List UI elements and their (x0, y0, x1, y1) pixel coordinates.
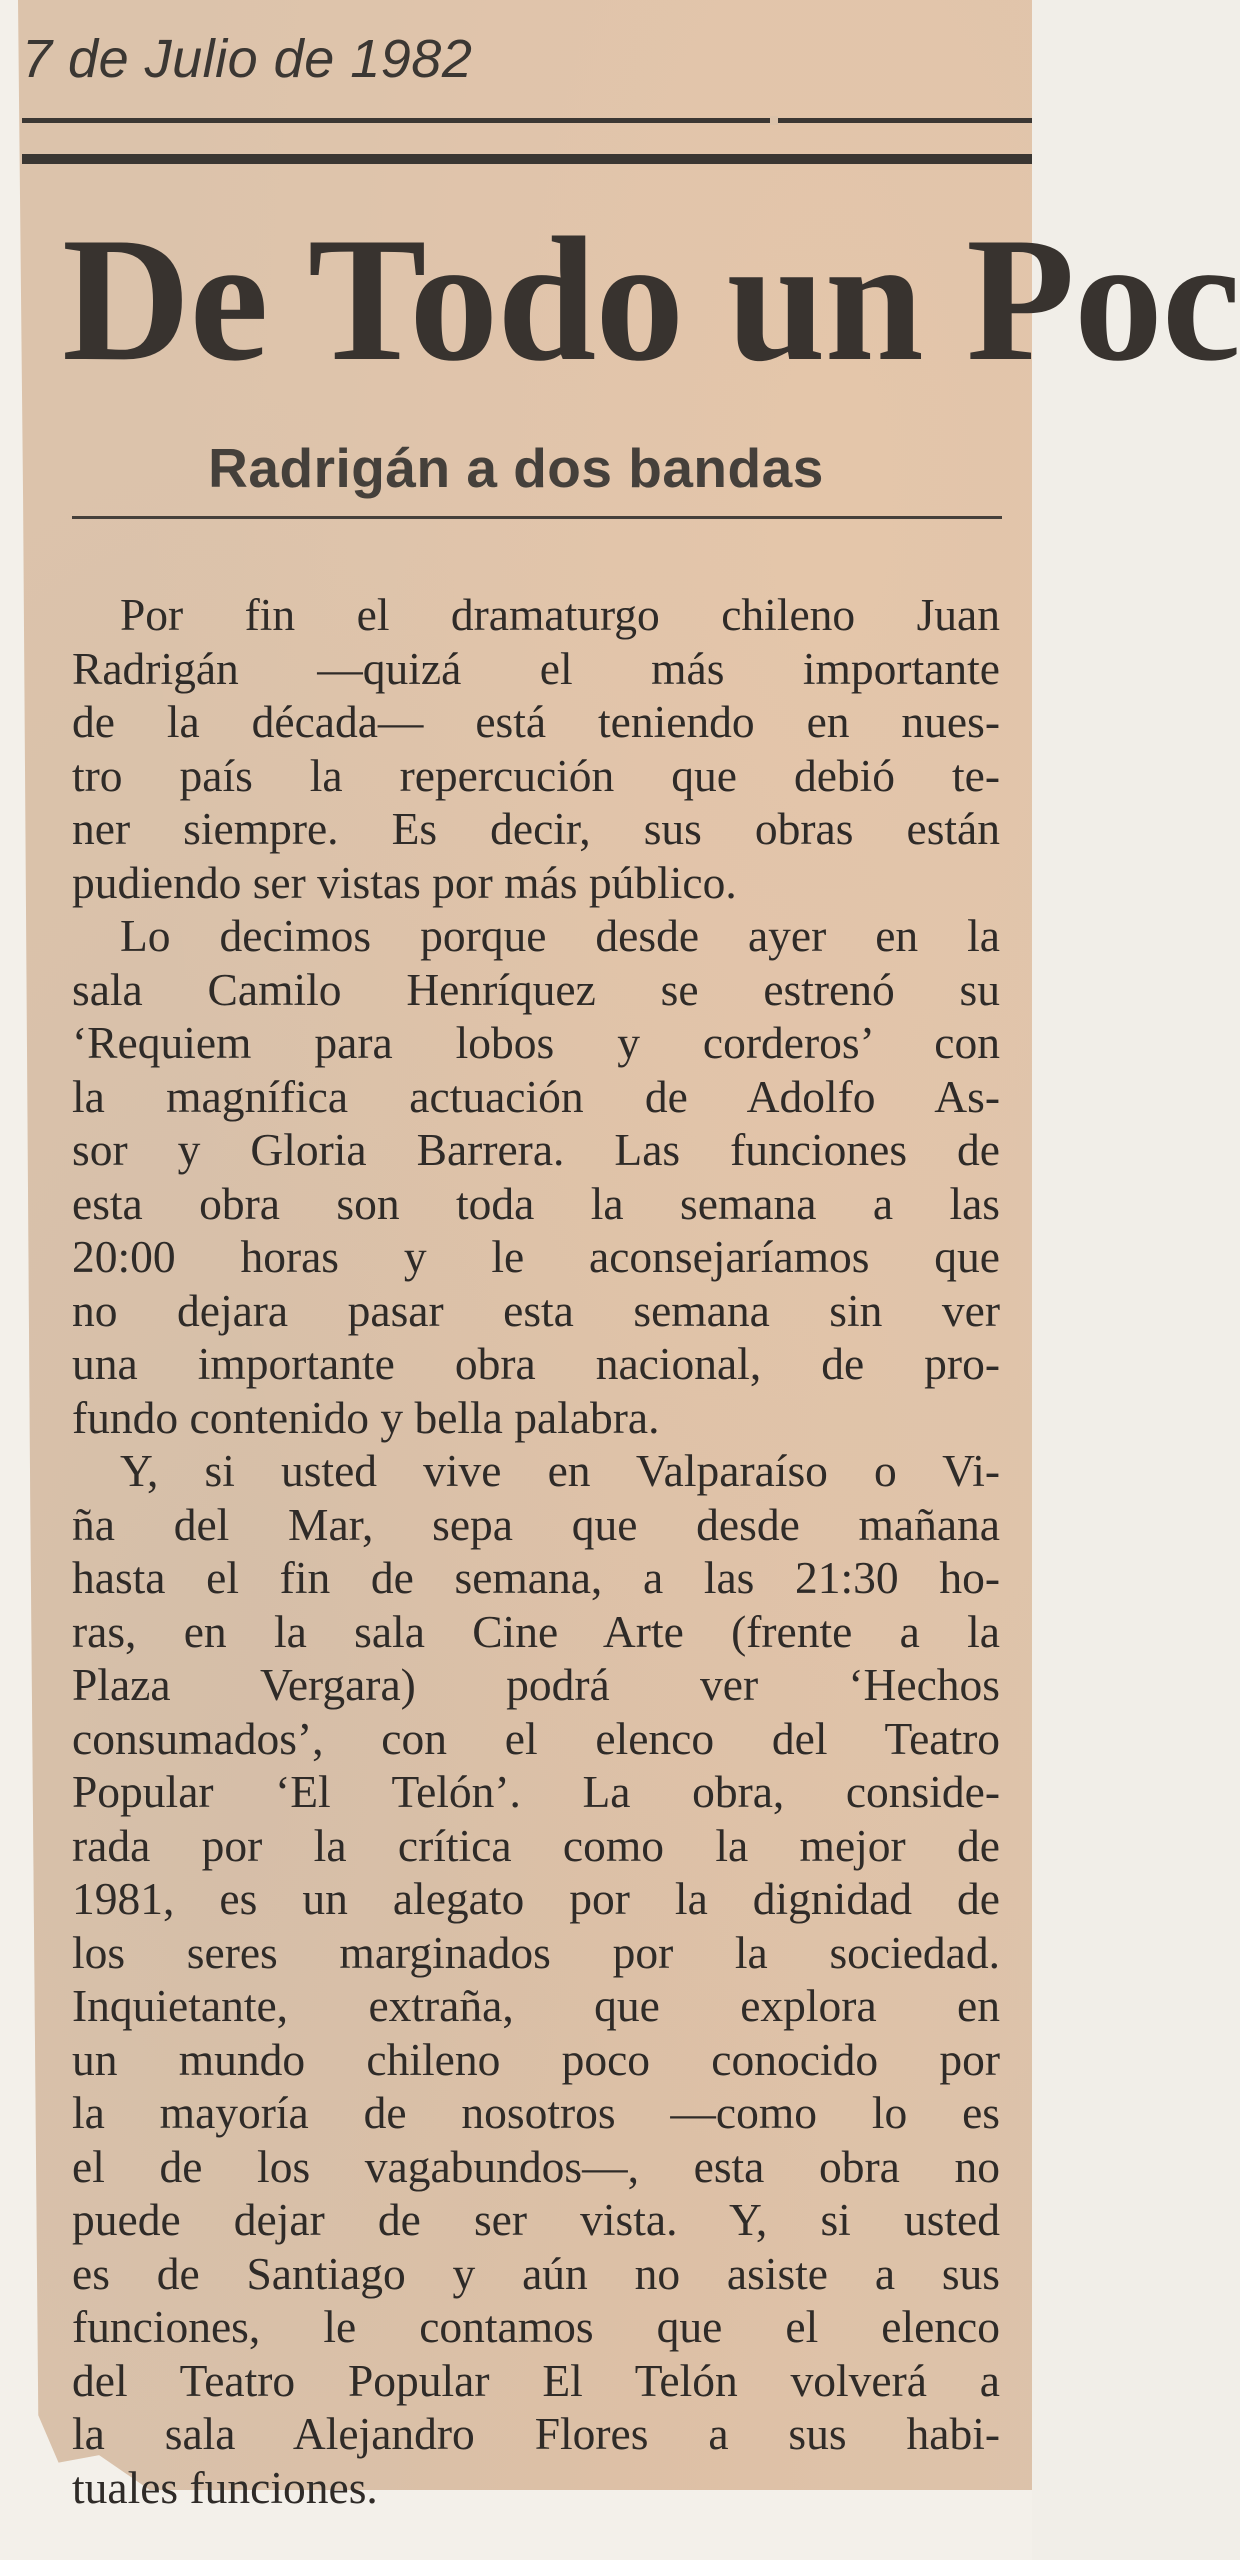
body-line: ras, en la sala Cine Arte (frente a la (72, 1605, 1000, 1657)
body-line: Y, si usted vive en Valparaíso o Vi- (120, 1445, 1000, 1496)
body-line: ‘Requiem para lobos y corderos’ con (72, 1017, 1000, 1068)
body-line: fundo contenido y bella palabra. (72, 1391, 660, 1443)
section-title: De Todo un Poc (62, 200, 1240, 398)
dateline: 7 de Julio de 1982 (22, 29, 473, 89)
body-line: la mayoría de nosotros —como lo es (72, 2087, 1000, 2138)
body-line: esta obra son toda la semana a las (72, 1177, 1000, 1229)
body-line: no dejara pasar esta semana sin ver (72, 1284, 1000, 1336)
rule-break (770, 116, 778, 125)
body-line: Popular ‘El Telón’. La obra, conside- (72, 1766, 1000, 1817)
body-line: Por fin el dramaturgo chileno Juan (120, 589, 1000, 640)
body-line: funciones, le contamos que el elenco (72, 2301, 1000, 2352)
body-line: Inquietante, extraña, que explora en (72, 1980, 1000, 2031)
body-line: sala Camilo Henríquez se estrenó su (72, 963, 1000, 1015)
body-line: sor y Gloria Barrera. Las funciones de (72, 1124, 1000, 1175)
body-line: pudiendo ser vistas por más público. (72, 856, 737, 908)
body-line: el de los vagabundos—, esta obra no (72, 2140, 1000, 2192)
section-rule (22, 154, 1032, 164)
body-line: la sala Alejandro Flores a sus habi- (72, 2408, 1000, 2459)
article-headline: Radrigán a dos bandas (208, 437, 824, 499)
body-line: 1981, es un alegato por la dignidad de (72, 1873, 1000, 1924)
body-line: tuales funciones. (72, 2461, 378, 2513)
body-line: un mundo chileno poco conocido por (72, 2033, 1000, 2085)
headline-rule (72, 516, 1002, 519)
body-line: tro país la repercución que debió te- (72, 749, 1000, 801)
body-line: de la década— está teniendo en nues- (72, 696, 1000, 747)
body-line: Plaza Vergara) podrá ver ‘Hechos (72, 1659, 1000, 1710)
body-line: una importante obra nacional, de pro- (72, 1338, 1000, 1389)
top-rule (22, 118, 1032, 123)
body-line: puede dejar de ser vista. Y, si usted (72, 2194, 1000, 2245)
body-line: ner siempre. Es decir, sus obras están (72, 803, 1000, 854)
body-line: Lo decimos porque desde ayer en la (120, 910, 1000, 961)
body-line: hasta el fin de semana, a las 21:30 ho- (72, 1552, 1000, 1603)
body-line: Radrigán —quizá el más importante (72, 642, 1000, 694)
body-line: los seres marginados por la sociedad. (72, 1926, 1000, 1978)
article-body (72, 588, 1000, 2514)
body-line: ña del Mar, sepa que desde mañana (72, 1498, 1000, 1550)
body-line: del Teatro Popular El Telón volverá a (72, 2354, 1000, 2406)
body-line: rada por la crítica como la mejor de (72, 1819, 1000, 1871)
body-line: consumados’, con el elenco del Teatro (72, 1712, 1000, 1764)
body-line: es de Santiago y aún no asiste a sus (72, 2247, 1000, 2299)
body-line: 20:00 horas y le aconsejaríamos que (72, 1231, 1000, 1282)
body-line: la magnífica actuación de Adolfo As- (72, 1070, 1000, 1122)
